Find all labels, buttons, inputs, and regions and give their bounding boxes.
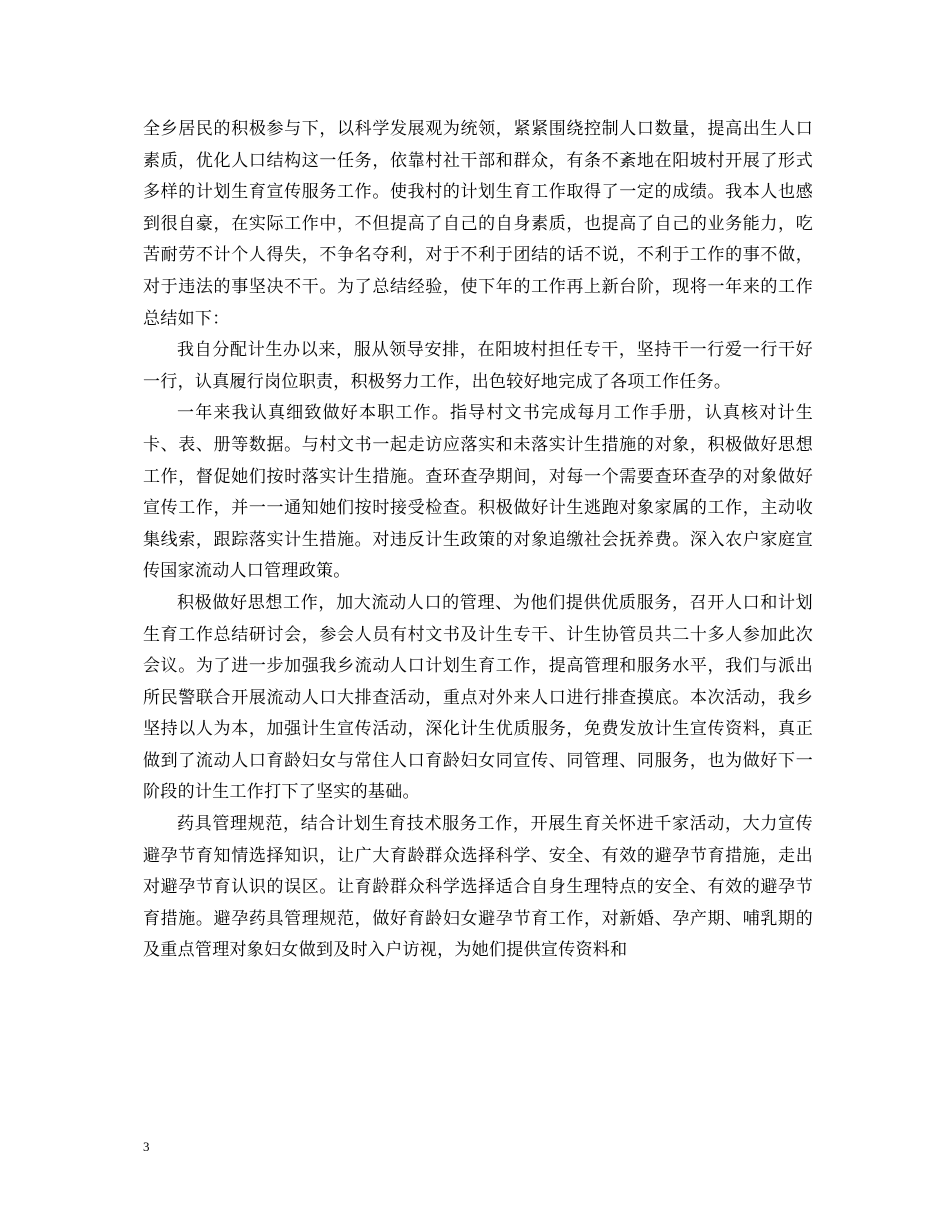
document-body xyxy=(143,114,813,967)
paragraph-3: 一年来我认真细致做好本职工作。指导村文书完成每月工作手册，认真核对计生卡、表、册等数据。与村文书一起走访应落实和未落实计生措施的对象，积极做好思想工作，督促她们按时落实计生措施。查环查孕期间，对每一个需要查环查孕的对象做好宣传工作，并一一通知她们按时接受检查。积极做好计生逃跑对象家属的工作，主动收集线索，跟踪落实计生措施。对违反计生政策的对象追缴社会抚养费。深入农户家庭宣传国家流动人口管理政策。 xyxy=(143,403,813,582)
paragraph-2: 我自分配计生办以来，服从领导安排，在阳坡村担任专干，坚持干一行爱一行干好一行，认真履行岗位职责，积极努力工作，出色较好地完成了各项工作任务。 xyxy=(143,340,813,392)
paragraph-1: 全乡居民的积极参与下，以科学发展观为统领，紧紧围绕控制人口数量，提高出生人口素质，优化人口结构这一任务，依靠村社干部和群众，有条不紊地在阳坡村开展了形式多样的计划生育宣传服务工作。使我村的计划生育工作取得了一定的成绩。我本人也感到很自豪，在实际工作中，不但提高了自己的自身素质，也提高了自己的业务能力，吃苦耐劳不计个人得失，不争名夺利，对于不利于团结的话不说，不利于工作的事不做，对于违法的事坚决不干。为了总结经验，使下年的工作再上新台阶，现将一年来的工作总结如下： xyxy=(143,119,813,329)
page-number: 3 xyxy=(143,1139,150,1154)
paragraph-4: 积极做好思想工作，加大流动人口的管理、为他们提供优质服务，召开人口和计划生育工作总结研讨会，参会人员有村文书及计生专干、计生协管员共二十多人参加此次会议。为了进一步加强我乡流动人口计划生育工作，提高管理和服务水平，我们与派出所民警联合开展流动人口大排查活动，重点对外来人口进行排查摸底。本次活动，我乡坚持以人为本，加强计生宣传活动，深化计生优质服务，免费发放计生宣传资料，真正做到了流动人口育龄妇女与常住人口育龄妇女同宣传、同管理、同服务，也为做好下一阶段的计生工作打下了坚实的基础。 xyxy=(143,592,813,803)
paragraph-5: 药具管理规范，结合计划生育技术服务工作，开展生育关怀进千家活动，大力宣传避孕节育知情选择知识，让广大育龄群众选择科学、安全、有效的避孕节育措施，走出对避孕节育认识的误区。让育龄群众科学选择适合自身生理特点的安全、有效的避孕节育措施。避孕药具管理规范，做好育龄妇女避孕节育工作，对新婚、孕产期、哺乳期的及重点管理对象妇女做到及时入户访视，为她们提供宣传资料和 xyxy=(143,814,813,961)
